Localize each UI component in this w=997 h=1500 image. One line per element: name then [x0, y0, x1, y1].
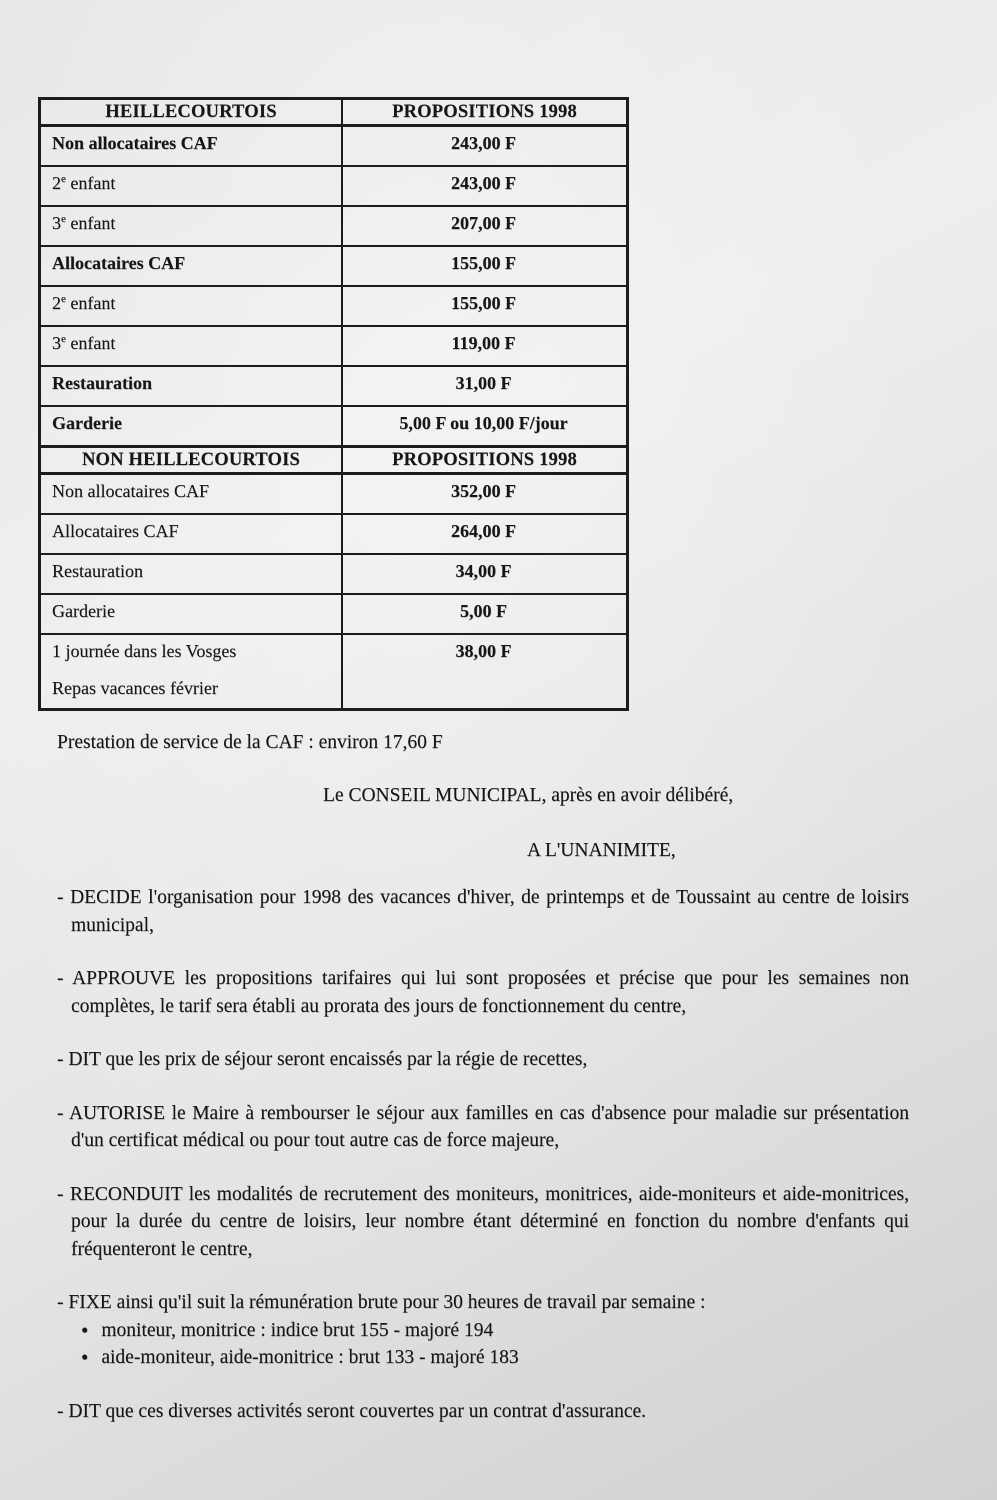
row-value: 243,00 F [451, 173, 516, 193]
row-value: 34,00 F [455, 561, 512, 581]
table-row-2e-enfant [41, 285, 626, 325]
list-item-text: moniteur, monitrice : indice brut 155 - majoré 194 [101, 1319, 494, 1341]
row-label-superscript: e [61, 213, 66, 225]
row-label-number: 3 [52, 333, 61, 353]
list-item-moniteur [57, 1317, 909, 1345]
row-label-rest: enfant [65, 173, 116, 193]
table-row-allocataires-caf [41, 513, 626, 553]
decision-dit-assurance: - DIT que ces diverses activités seront couvertes par un contrat d'assurance. [57, 1400, 647, 1422]
table-row-non-allocataires-caf [41, 473, 626, 513]
table-row-garderie [41, 593, 626, 633]
row-label [41, 635, 343, 708]
row-value: 31,00 F [455, 373, 512, 393]
table-section-header-non-heillecourtois [41, 445, 626, 473]
decision-decide: - DECIDE l'organisation pour 1998 des vacances d'hiver, de printemps et de Toussaint au centre de loisirs municipal, [57, 887, 909, 936]
row-value: 243,00 F [451, 133, 516, 153]
table-row-3e-enfant [41, 325, 626, 365]
bullet-icon: • [81, 1317, 89, 1342]
row-label-rest: enfant [65, 293, 116, 313]
header-propositions-1998: PROPOSITIONS 1998 [392, 102, 577, 122]
row-label-number: 3 [52, 213, 61, 233]
row-value: 352,00 F [451, 481, 516, 501]
row-label-superscript: e [61, 333, 66, 345]
table-row-3e-enfant [41, 205, 626, 245]
row-label-rest: enfant [65, 333, 116, 353]
decision-fixe: - FIXE ainsi qu'il suit la rémunération brute pour 30 heures de travail par semaine : [57, 1292, 706, 1313]
list-item-text: aide-moniteur, aide-monitrice : brut 133 - majoré 183 [101, 1347, 519, 1368]
row-label-number: 2 [52, 293, 61, 313]
row-label: Garderie [41, 407, 343, 445]
row-label-line2: Repas vacances février [52, 678, 218, 698]
row-label [41, 207, 343, 245]
row-value: 119,00 F [451, 333, 516, 353]
row-label-rest: enfant [65, 213, 116, 233]
row-label [41, 167, 343, 205]
row-label: Non allocataires CAF [41, 475, 343, 513]
row-label: Non allocataires CAF [41, 127, 343, 165]
decisions-list [57, 884, 909, 1425]
decision-approuve: - APPROUVE les propositions tarifaires qui lui sont proposées et précise que pour les semaines non complètes, le tarif sera établi au prorata des jours de fonctionnement du centre, [57, 968, 909, 1017]
row-label: Allocataires CAF [41, 247, 343, 285]
row-label: Garderie [41, 595, 343, 633]
list-item-aide-moniteur [57, 1344, 909, 1372]
table-section-header-heillecourtois [41, 100, 626, 125]
tariff-table [38, 97, 629, 711]
header-propositions-1998: PROPOSITIONS 1998 [392, 450, 577, 470]
table-row-journee-vosges [41, 633, 626, 708]
row-label: Allocataires CAF [41, 515, 343, 553]
council-intro-line: Le CONSEIL MUNICIPAL, après en avoir délibéré, [323, 785, 734, 806]
caf-service-note: Prestation de service de la CAF : environ 17,60 F [57, 732, 443, 753]
row-label-line1: 1 journée dans les Vosges [52, 641, 237, 661]
decision-dit-regie: - DIT que les prix de séjour seront encaissés par la régie de recettes, [57, 1049, 588, 1070]
table-row-restauration [41, 553, 626, 593]
header-heillecourtois: HEILLECOURTOIS [41, 100, 343, 124]
row-value: 38,00 F [455, 641, 512, 661]
row-label: Restauration [41, 555, 343, 593]
decision-autorise: - AUTORISE le Maire à rembourser le séjour aux familles en cas d'absence pour maladie sur présentation d'un certificat médical ou pour tout autre cas de force majeure, [57, 1102, 909, 1151]
remuneration-list [57, 1317, 909, 1372]
table-row-garderie [41, 405, 626, 445]
row-value: 5,00 F ou 10,00 F/jour [399, 413, 568, 433]
row-value: 5,00 F [460, 601, 507, 621]
row-label-superscript: e [61, 293, 66, 305]
row-value: 155,00 F [451, 253, 516, 273]
row-label-number: 2 [52, 173, 61, 193]
row-label-superscript: e [61, 173, 66, 185]
bullet-icon: • [81, 1345, 89, 1369]
table-row-2e-enfant [41, 165, 626, 205]
table-row-allocataires-caf [41, 245, 626, 285]
row-value: 207,00 F [451, 213, 516, 233]
row-value: 155,00 F [451, 293, 516, 313]
table-row-non-allocataires-caf [41, 125, 626, 165]
decision-reconduit: - RECONDUIT les modalités de recrutement des moniteurs, monitrices, aide-moniteurs et aide-monitrices, pour la durée du centre de loisirs, leur nombre étant déterminé en fonction du nombre d'enfants qui fréquenteront le centre, [57, 1183, 909, 1260]
row-label [41, 327, 343, 365]
table-row-restauration [41, 365, 626, 405]
row-label [41, 287, 343, 325]
row-value: 264,00 F [451, 521, 516, 541]
header-non-heillecourtois: NON HEILLECOURTOIS [41, 448, 343, 472]
unanimity-line: A L'UNANIMITE, [527, 840, 676, 861]
row-label: Restauration [41, 367, 343, 405]
